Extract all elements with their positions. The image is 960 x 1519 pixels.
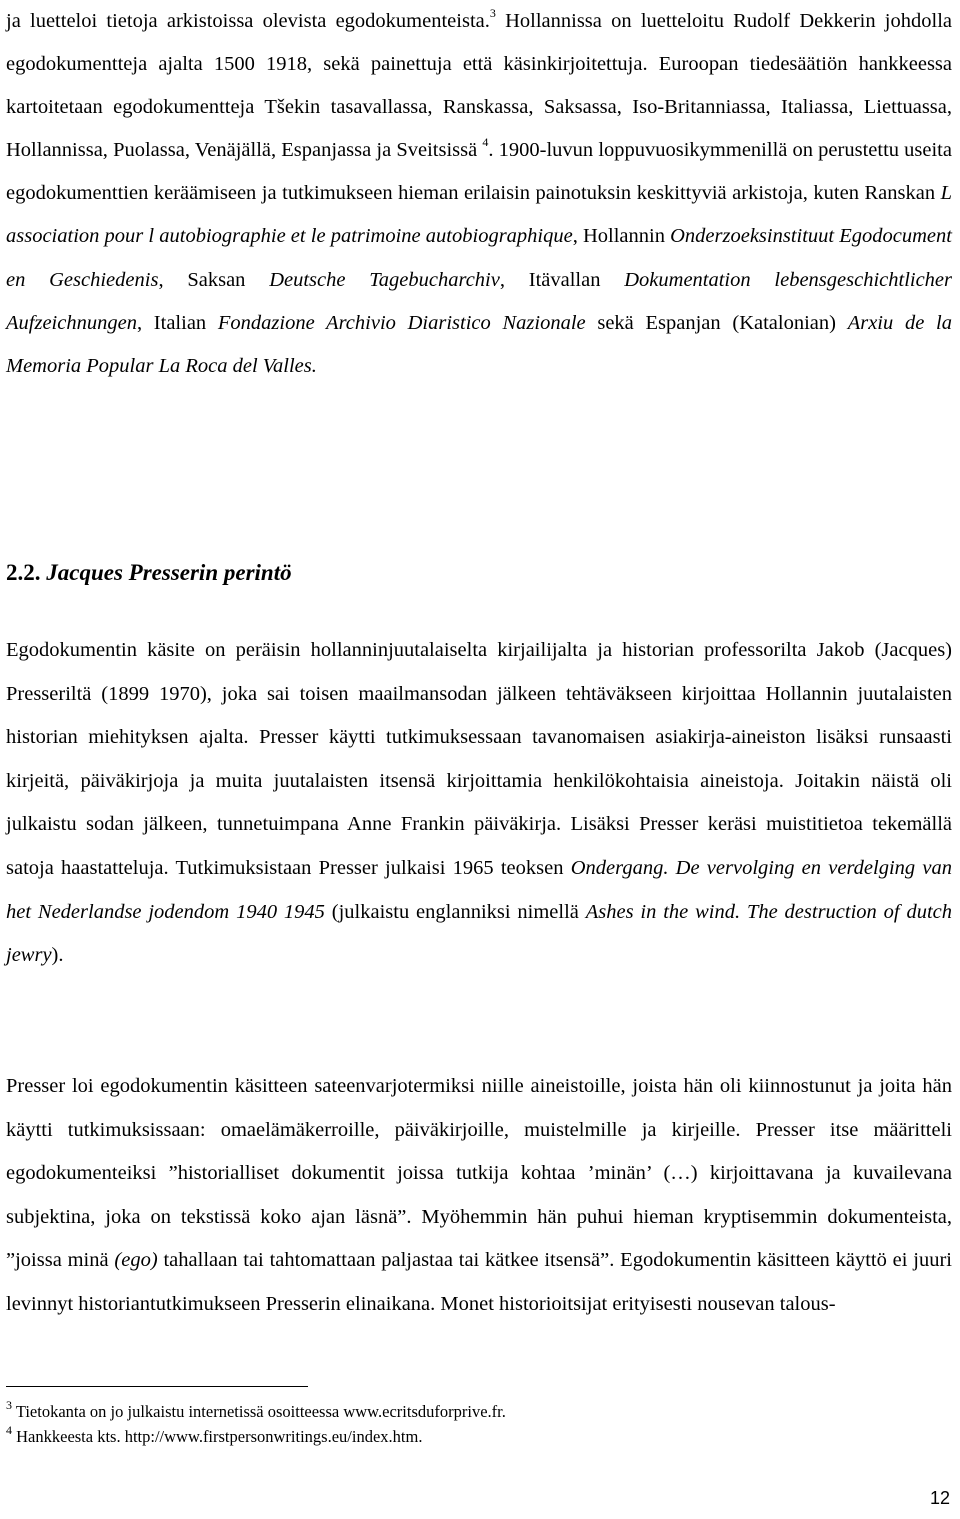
footnote-3 xyxy=(6,1397,506,1423)
footnote-ref-4[interactable]: 4 xyxy=(482,135,489,150)
text: tahallaan tai tahtomattaan paljastaa tai kätkee itsensä”. Egodokumentin käsitteen käyttö ei juuri levinnyt historiantutkimukseen Presserin elinaikana. Monet historioitsijat erityisesti nousevan talous- xyxy=(6,1249,952,1315)
text: ). xyxy=(51,944,64,967)
page-number: 12 xyxy=(930,1488,951,1508)
footnote-ref-3[interactable]: 3 xyxy=(489,6,496,21)
footnote-separator xyxy=(6,1386,308,1387)
archive-name: L association pour l autobiographie et le patrimoine autobiographique xyxy=(6,182,952,248)
text: sekä Espanjan (Katalonian) xyxy=(585,311,848,334)
ego-term: (ego) xyxy=(114,1249,158,1272)
footnote-marker: 4 xyxy=(6,1422,12,1437)
text: . 1900-luvun loppuvuosikymmenillä on perustettu useita egodokumenttien keräämiseen ja tutkimukseen hieman erilaisin painotuksin keskittyviä arkistoja, kuten Ranskan xyxy=(6,139,952,205)
text: (julkaistu englanniksi nimellä xyxy=(324,900,586,923)
archive-name: Dokumentation lebensgeschichtlicher Aufzeichnungen xyxy=(6,268,953,334)
text: , Hollannin xyxy=(572,225,671,248)
section-title: Jacques Presserin perintö xyxy=(46,560,292,585)
footnote-4 xyxy=(6,1422,423,1448)
text: , Itävallan xyxy=(499,268,625,291)
book-title: Ondergang. De vervolging en verdelging van het Nederlandse jodendom 1940 1945 xyxy=(6,856,952,923)
text: Egodokumentin käsite on peräisin hollanninjuutalaiselta kirjailijalta ja historian professorilta Jakob (Jacques) Presseriltä (1899 1970), joka sai toisen maailmansodan jälkeen tehtäväkseen kirjoittaa Hollannin juutalaisten historian miehityksen ajalta. Presser käytti tutkimuksessaan tavanomaisen asiakirja-aineiston lisäksi runsaasti kirjeitä, päiväkirjoja ja muita juutalaisten itsensä kirjoittamia henkilökohtaisia aineistoja. Joitakin näistä oli julkaistu sodan jälkeen, tunnetuimpana Anne Frankin päiväkirja. Lisäksi Presser keräsi muistitietoa tekemällä satoja haastatteluja. Tutkimuksistaan Presser julkaisi 1965 teoksen xyxy=(6,639,952,879)
text: Hollannissa on luetteloitu Rudolf Dekkerin johdolla egodokumentteja ajalta 1500 1918, sekä painettuja että käsinkirjoitettuja. Euroopan tiedesäätiön hankkeessa kartoitetaan egodokumentteja Tšekin tasavallassa, Ranskassa, Saksassa, Iso-Britanniassa, Italiassa, Liettuassa, Hollannissa, Puolassa, Venäjällä, Espanjassa ja Sveitsissä xyxy=(6,10,952,162)
section-heading xyxy=(6,553,292,593)
archive-name: Fondazione Archivio Diaristico Nazionale xyxy=(217,311,586,334)
text: Presser loi egodokumentin käsitteen sateenvarjotermiksi niille aineistoille, joista hän oli kiinnostunut ja joita hän käytti tutkimuksissaan: omaelämäkerroille, päiväkirjoille, muistelmille ja kirjeille. Presser itse määritteli egodokumenteiksi ”historialliset dokumentit joissa tutkija kohtaa ’minän’ (…) kirjoittavana ja kuvailevana subjektina, joka on tekstissä koko ajan läsnä”. Myöhemmin hän puhui hieman kryptisemmin dokumenteista, ”joissa minä xyxy=(6,1075,952,1272)
text: ja luetteloi tietoja arkistoissa olevista egodokumenteista. xyxy=(6,10,490,32)
footnote-text: Tietokanta on jo julkaistu internetissä osoitteessa www.ecritsduforprive.fr. xyxy=(12,1402,506,1421)
footnote-marker: 3 xyxy=(6,1397,12,1412)
text: , Italian xyxy=(136,311,218,334)
archive-name: Arxiu de la Memoria Popular La Roca del Valles. xyxy=(6,311,952,377)
text: , Saksan xyxy=(158,268,270,291)
archive-name: Onderzoeksinstituut Egodocument en Geschiedenis xyxy=(6,225,952,291)
paragraph-concept xyxy=(6,1065,952,1327)
archive-name: Deutsche Tagebucharchiv xyxy=(269,268,500,291)
paragraph-archives xyxy=(6,0,952,388)
section-number: 2.2. xyxy=(6,560,41,585)
book-title-english: Ashes in the wind. The destruction of dutch jewry xyxy=(6,900,952,967)
paragraph-presser xyxy=(6,629,952,978)
footnote-text: Hankkeesta kts. http://www.firstpersonwritings.eu/index.htm. xyxy=(12,1427,423,1446)
